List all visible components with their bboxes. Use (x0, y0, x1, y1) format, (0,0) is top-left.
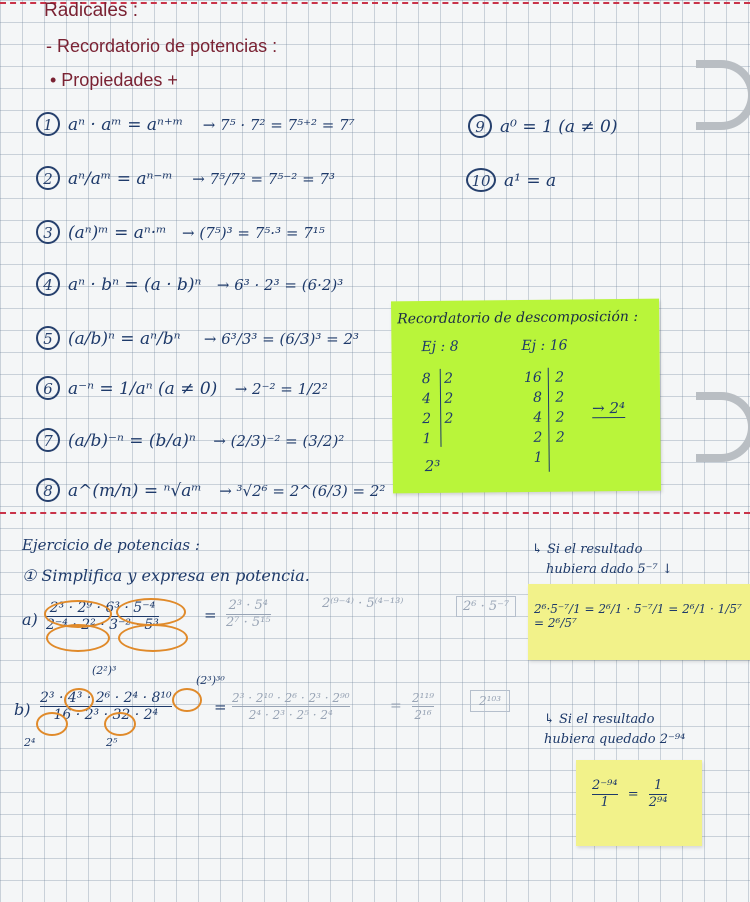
exercise-b-result: 2¹⁰³ (470, 690, 510, 712)
exercise-b-annotation: (2³)³⁰ (196, 674, 225, 687)
exercise-a-label: a) (22, 610, 38, 629)
exercise-b-annotation: (2²)³ (92, 664, 117, 677)
exercise-task: ① Simplifica y expresa en potencia. (22, 566, 310, 585)
circled-term (46, 624, 110, 652)
circled-term (172, 688, 202, 712)
left-decomp-row: 8 2 4 2 2 2 1 (421, 370, 454, 448)
properties-label: • Propiedades + (50, 70, 178, 90)
binder-ring-bottom (696, 392, 750, 462)
equals-sign: = (390, 698, 402, 714)
left-decomp-result: 2³ (424, 456, 441, 476)
property-1: 1 aⁿ · aᵐ = aⁿ⁺ᵐ → 7⁵ · 7² = 7⁵⁺² = 7⁷ (36, 112, 355, 136)
left-example-header: Ej : 8 (421, 338, 459, 356)
equals-sign: = (214, 698, 227, 716)
exercise-title: Ejercicio de potencias : (22, 536, 200, 554)
side-note-a-calc: 2⁶·5⁻⁷/1 = 2⁶/1 · 5⁻⁷/1 = 2⁶/1 · 1/5⁷ = 2⁶/5⁷ (534, 602, 742, 630)
right-example-header: Ej : 16 (521, 337, 568, 355)
side-note-a-caption: ↳ Si el resultado hubiera dado 5⁻⁷ ↓ (532, 542, 673, 577)
exercise-b-step1: $\frac{\text{2³ · 2¹⁰ · 2⁶ · 2³ · 2⁹⁰}}{\text{2⁴ · 2³ · 2⁵ · 2⁴}}$ (232, 691, 350, 722)
right-decomp-result: → 2⁴ (592, 398, 626, 418)
side-note-a (528, 584, 750, 660)
exercise-b-annotation: 2⁴ (24, 736, 36, 749)
property-5: 5 (a/b)ⁿ = aⁿ/bⁿ → 6³/3³ = (6/3)³ = 2³ (36, 326, 359, 350)
page-title: Radicales : (44, 0, 138, 21)
exercise-b-annotation: 2⁵ (106, 736, 118, 749)
property-6: 6 a⁻ⁿ = 1/aⁿ (a ≠ 0) → 2⁻² = 1/2² (36, 376, 328, 400)
middle-dashed-rule (0, 512, 750, 514)
exercise-a-step1: $\frac{\text{2³ · 5⁴}}{\text{2⁷ · 5¹⁵}}$ (226, 598, 271, 630)
circled-term (104, 712, 136, 736)
property-9: 9 a⁰ = 1 (a ≠ 0) (468, 114, 618, 138)
exercise-b-label: b) (14, 700, 31, 719)
side-note-b (576, 760, 702, 846)
exercise-a-result: 2⁶ · 5⁻⁷ (456, 596, 516, 617)
side-note-b-caption: ↳ Si el resultado hubiera quedado 2⁻⁹⁴ (544, 712, 686, 747)
exercise-b-step2: $\frac{\text{2¹¹⁹}}{\text{2¹⁶}}$ (412, 691, 435, 722)
circled-term (64, 688, 94, 712)
decomposition-title: Recordatorio de descomposición : (397, 308, 639, 328)
binder-ring-top (696, 60, 750, 130)
right-decomp-rows: 16 2 8 2 4 2 2 2 1 (523, 369, 565, 466)
circled-term (36, 712, 68, 736)
property-7: 7 (a/b)⁻ⁿ = (b/a)ⁿ → (2/3)⁻² = (3/2)² (36, 428, 344, 452)
decomposition-note (391, 299, 661, 494)
circled-term (118, 624, 188, 652)
property-10: 10 a¹ = a (466, 168, 556, 192)
exercise-a-step2: 2⁽⁹⁻⁴⁾ · 5⁽⁴⁻¹³⁾ (322, 596, 404, 611)
property-3: 3 (aⁿ)ᵐ = aⁿ·ᵐ → (7⁵)³ = 7⁵·³ = 7¹⁵ (36, 220, 325, 244)
property-4: 4 aⁿ · bⁿ = (a · b)ⁿ → 6³ · 2³ = (6·2)³ (36, 272, 343, 296)
exercise-b-expression: $\frac{\text{2³ · 4³ · 2⁶ · 2⁴ · 8¹⁰}}{\text{16 · 2³ · 32 · 2⁴}}$ (40, 690, 172, 723)
circled-term (116, 598, 186, 626)
equals-sign: = (204, 606, 217, 624)
section-subtitle: - Recordatorio de potencias : (46, 36, 278, 56)
exercise-a-expression: $\frac{\text{2³ · 2⁹ · 6³ · 5⁻⁴}}{\text{2⁻⁴ · 2² · 3⁻² · 5³}}$ (46, 600, 159, 633)
property-8: 8 a^(m/n) = ⁿ√aᵐ → ³√2⁶ = 2^(6/3) = 2² (36, 478, 385, 502)
side-note-b-calc: $\frac{\text{2⁻⁹⁴}}{1}$ = $\frac{1}{\text{2⁹⁴}}$ (592, 778, 668, 810)
property-2: 2 aⁿ/aᵐ = aⁿ⁻ᵐ → 7⁵/7² = 7⁵⁻² = 7³ (36, 166, 335, 190)
